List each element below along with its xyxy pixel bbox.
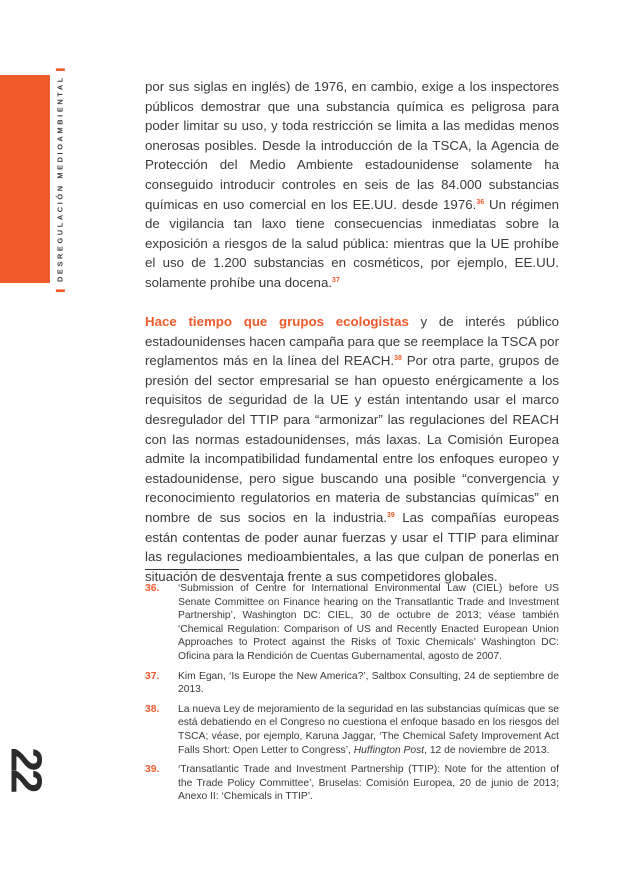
- main-body-text: [145, 77, 559, 586]
- footnote-ref-38[interactable]: 38: [394, 355, 402, 363]
- section-color-band: [0, 75, 50, 283]
- paragraph-2-lead: Hace tiempo que grupos ecologistas: [145, 314, 409, 330]
- footnote-publication: Huffington Post: [353, 744, 425, 756]
- footnote-number: 36.: [145, 583, 160, 594]
- footnote-ref-37[interactable]: 37: [332, 276, 340, 284]
- footnotes: [145, 582, 559, 810]
- footnote-ref-39[interactable]: 39: [386, 511, 395, 519]
- paragraph-1-text-b: Un régimen de vigilancia tan laxo tiene consecuencias inmediatas sobre la exposición a riesgos de la salud pública: mientras que la UE prohíbe el uso de 1.200 substancias en cosméticos, por ejemplo, EE.UU. solamente prohíbe una docena.: [145, 196, 559, 290]
- footnote-36: [145, 582, 559, 664]
- footnote-text: ‘Submission of Centre for International Environmental Law (CIEL) before US Senate Committee on Finance hearing on the Transatlantic Trade and Investment Partnership’, Washington DC: CIEL, 30 de octubre de 2013; véase también ‘Chemical Regulation: Comparison of US and Recently Enacted European Union Approaches to Protect against the Risks of Toxic Chemicals’ Washington DC: Oficina para la Rendición de Cuentas Gubernamental, agosto de 2007.: [178, 583, 559, 662]
- footnote-39: [145, 763, 559, 804]
- footnote-text-pre: La nueva Ley de mejoramiento de la seguridad en las substancias químicas que se está debatiendo en el Congreso no cuestiona el enfoque basado en los riesgos del TSCA; véase, por ejemplo, Karuna Jaggar, ‘The Chemical Safety Improvement Act Falls Short: Open Letter to Congress’,: [178, 703, 559, 756]
- footnote-text: [178, 703, 559, 757]
- paragraph-2: [145, 312, 559, 586]
- paragraph-1-text-a: por sus siglas en inglés) de 1976, en cambio, exige a los inspectores públicos demostrar que una substancia química es peligrosa para poder limitar su uso, y toda restricción se limita a las medidas menos onerosas posibles. Desde la introducción de la TSCA, la Agencia de Protección del Medio Ambiente estadounidense solamente ha conseguido introducir controles en seis de las 84.000 substancias químicas en uso comercial en los EE.UU. desde 1976.: [145, 79, 559, 212]
- section-title-mark: ▌: [55, 65, 65, 71]
- section-title-mark: ▌: [55, 287, 65, 293]
- page-number-text: 22: [0, 747, 50, 791]
- footnote-divider: [145, 569, 239, 570]
- paragraph-1: [145, 77, 559, 293]
- footnote-number: 37.: [145, 670, 160, 682]
- footnote-text: Kim Egan, ‘Is Europe the New America?’, Saltbox Consulting, 24 de septiembre de 2013.: [178, 670, 559, 696]
- page-number: [0, 736, 50, 802]
- footnote-text: ‘Transatlantic Trade and Investment Partnership (TTIP): Note for the attention of the Trade Policy Committee’, Bruselas: Comisión Europea, 20 de junio de 2013; Anexo II: ‘Chemicals in TTIP’.: [178, 764, 559, 803]
- footnote-ref-36[interactable]: 36: [476, 198, 485, 206]
- footnote-number: 38.: [145, 703, 160, 715]
- section-title-vertical: [55, 65, 65, 293]
- paragraph-2-text-a: y de interés público estadounidenses hacen campaña para que se reemplace la TSCA por reglamentos más en la línea del REACH.: [145, 314, 559, 369]
- footnote-text-post: , 12 de noviembre de 2013.: [424, 744, 550, 756]
- paragraph-2-text-b: Por otra parte, grupos de presión del sector empresarial se han opuesto enérgicamente a los requisitos de seguridad de la UE y están intentando usar el marco desregulador del TTIP para “armonizar” las regulaciones del REACH con las normas estadounidenses, más laxas. La Comisión Europea admite la incompatibilidad fundamental entre los enfoques europeo y estadounidense, pero sigue buscando una posible “convergencia y reconocimiento regulatorios en materia de substancias químicas” en nombre de sus socios en la industria.: [145, 353, 559, 525]
- footnote-37: [145, 670, 559, 697]
- footnote-38: [145, 703, 559, 757]
- section-title: DESREGULACIÓN MEDIOAMBIENTAL: [55, 75, 65, 283]
- footnote-number: 39.: [145, 764, 160, 776]
- paragraph-2-text-c: Las compañías europeas están contentas de poder aunar fuerzas y usar el TTIP para eliminar las regulaciones medioambientales, a las que culpan de ponerlas en situación de desventaja frente a sus competidores globales.: [145, 509, 560, 584]
